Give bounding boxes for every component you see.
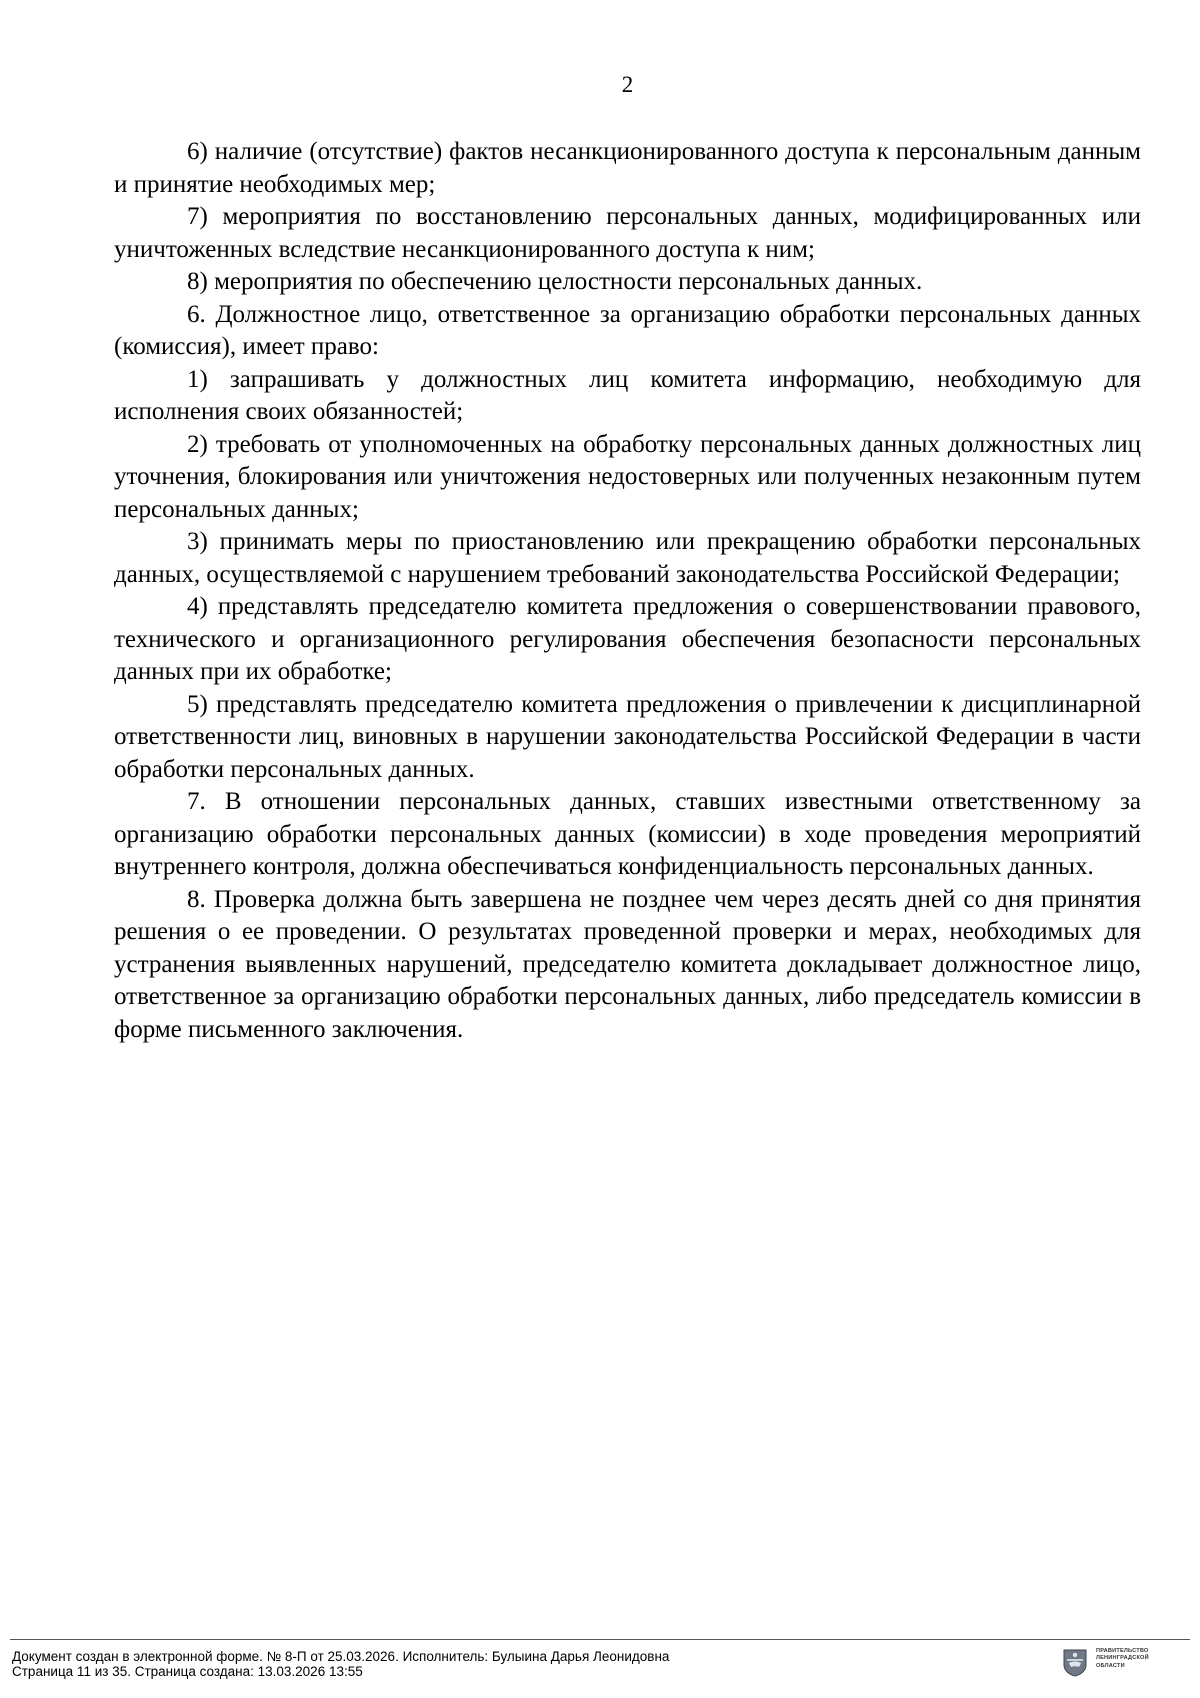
footer-document-info: Документ создан в электронной форме. № 8-П от 25.03.2026. Исполнитель: Булыина Дарья Леонидовна xyxy=(12,1649,670,1664)
paragraph-right-1-request-info: 1) запрашивать у должностных лиц комитета информацию, необходимую для исполнения своих обязанностей; xyxy=(114,365,1141,425)
page-number: 2 xyxy=(621,72,634,97)
paragraph-section-6-rights: 6. Должностное лицо, ответственное за организацию обработки персональных данных (комиссия), имеет право: xyxy=(114,300,1141,360)
coat-of-arms-icon xyxy=(1062,1649,1088,1677)
government-logo xyxy=(1062,1647,1182,1687)
paragraph-right-2-demand-clarification: 2) требовать от уполномоченных на обработку персональных данных должностных лиц уточнения, блокирования или уничтожения недостоверных или полученных незаконным путем персональных данных; xyxy=(114,430,1141,523)
paragraph-section-7-confidentiality: 7. В отношении персональных данных, ставших известными ответственному за организацию обработки персональных данных (комиссии) в ходе проведения мероприятий внутреннего контроля, должна обеспечиваться конфиденциальность персональных данных. xyxy=(114,788,1141,880)
paragraph-item-8-integrity: 8) мероприятия по обеспечению целостности персональных данных. xyxy=(187,268,923,295)
logo-text-line2: ЛЕНИНГРАДСКОЙ xyxy=(1096,1655,1149,1662)
document-footer xyxy=(0,1639,1200,1698)
footer-metadata xyxy=(12,1649,669,1679)
paragraph-right-3-suspend-processing: 3) принимать меры по приостановлению или прекращению обработки персональных данных, осуществляемой с нарушением требований законодательства Российской Федерации; xyxy=(114,528,1141,588)
paragraph-right-5-disciplinary-proposals: 5) представлять председателю комитета предложения о привлечении к дисциплинарной ответственности лиц, виновных в нарушении законодательства Российской Федерации в части обработки персональных данных. xyxy=(114,690,1141,783)
footer-page-info: Страница 11 из 35. Страница создана: 13.03.2026 13:55 xyxy=(12,1664,363,1679)
paragraph-item-6-unauthorized-access: 6) наличие (отсутствие) фактов несанкционированного доступа к персональным данным и принятие необходимых мер; xyxy=(114,138,1141,198)
paragraph-item-7-restoration: 7) мероприятия по восстановлению персональных данных, модифицированных или уничтоженных вследствие несанкционированного доступа к ним; xyxy=(114,203,1141,263)
logo-text-line3: ОБЛАСТИ xyxy=(1096,1662,1125,1669)
logo-text-line1: ПРАВИТЕЛЬСТВО xyxy=(1096,1648,1149,1654)
paragraph-section-8-inspection-deadline: 8. Проверка должна быть завершена не позднее чем через десять дней со дня принятия решения о ее проведении. О результатах проведенной проверки и мерах, необходимых для устранения выявленных нарушений, председателю комитета докладывает должностное лицо, ответственное за организацию обработки персональных данных, либо председатель комиссии в форме письменного заключения. xyxy=(114,885,1141,1043)
footer-divider xyxy=(10,1639,1190,1640)
document-body xyxy=(114,136,1141,1046)
paragraph-right-4-improvement-proposals: 4) представлять председателю комитета предложения о совершенствовании правового, технического и организационного регулирования обеспечения безопасности персональных данных при их обработке; xyxy=(114,593,1141,685)
logo-caption xyxy=(1096,1648,1182,1670)
